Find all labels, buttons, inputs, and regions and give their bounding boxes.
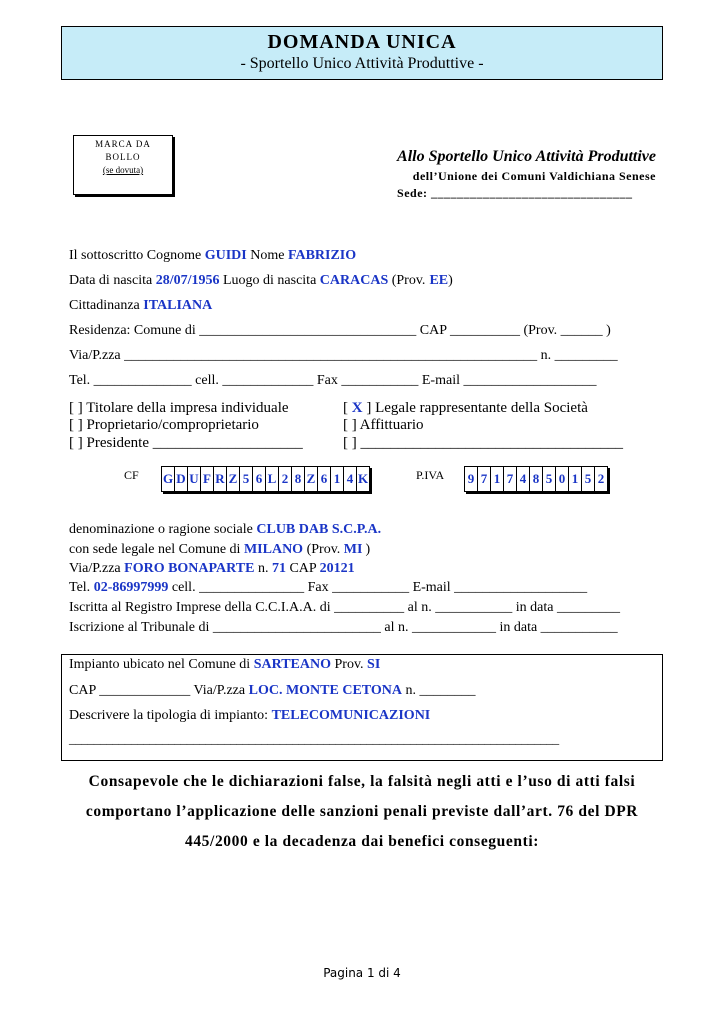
piva-char-box[interactable]: 5 (582, 467, 595, 491)
cf-char-box[interactable]: 6 (318, 467, 331, 491)
sede-prov-value[interactable]: MI (343, 542, 363, 557)
denominazione-line: denominazione o ragione sociale CLUB DAB S.C.P.A. (69, 522, 382, 537)
cittadinanza-line: Cittadinanza ITALIANA (69, 298, 213, 313)
cf-char-box[interactable]: G (162, 467, 175, 491)
impianto-tipo-line: Descrivere la tipologia di impianto: TELECOMUNICAZIONI (69, 708, 431, 723)
document-subtitle: - Sportello Unico Attività Produttive - (240, 55, 484, 72)
impianto-comune-line: Impianto ubicato nel Comune di SARTEANO Prov. SI (69, 657, 381, 672)
role-affittuario[interactable]: [ ] Affittuario (343, 417, 424, 433)
impianto-via-line (69, 683, 475, 699)
data-nascita-value[interactable]: 28/07/1956 (155, 273, 220, 288)
cf-char-box[interactable]: U (188, 467, 201, 491)
cognome-nome-line: Il sottoscritto Cognome GUIDI Nome FABRIZIO (69, 248, 357, 263)
piva-char-box[interactable]: 0 (556, 467, 569, 491)
piva-boxes[interactable] (464, 466, 608, 492)
piva-char-box[interactable]: 9 (465, 467, 478, 491)
impianto-box (61, 654, 663, 761)
document-title: DOMANDA UNICA (267, 31, 457, 53)
sede-comune-value[interactable]: MILANO (243, 542, 304, 557)
impianto-description-line[interactable]: _______________________________________________________________________________ (69, 731, 559, 746)
role-proprietario[interactable]: [ ] Proprietario/comproprietario (69, 417, 259, 433)
piva-char-box[interactable]: 1 (491, 467, 504, 491)
role-presidente[interactable]: [ ] Presidente ____________________ (69, 435, 303, 451)
cf-char-box[interactable]: D (175, 467, 188, 491)
cf-char-box[interactable]: F (201, 467, 214, 491)
sede-via-value[interactable]: FORO BONAPARTE (124, 561, 255, 576)
cittadinanza-value[interactable]: ITALIANA (143, 298, 213, 313)
marca-da-bollo-box (73, 135, 173, 195)
piva-char-box[interactable]: 4 (517, 467, 530, 491)
luogo-nascita-value[interactable]: CARACAS (319, 273, 389, 288)
cf-char-box[interactable]: 6 (253, 467, 266, 491)
recipient-union: dell’Unione dei Comuni Valdichiana Senese (412, 169, 656, 183)
cf-boxes[interactable] (161, 466, 370, 492)
nome-value[interactable]: FABRIZIO (287, 248, 357, 263)
impianto-via-value[interactable]: LOC. MONTE CETONA (248, 683, 402, 698)
denominazione-value[interactable]: CLUB DAB S.C.P.A. (256, 522, 382, 537)
impianto-tipo-value[interactable]: TELECOMUNICAZIONI (271, 708, 431, 723)
piva-char-box[interactable]: 7 (478, 467, 491, 491)
impianto-prov-value[interactable]: SI (367, 657, 381, 672)
piva-label: P.IVA (416, 468, 445, 482)
marca-line3: (se dovuta) (102, 165, 144, 175)
residenza-line[interactable]: Residenza: Comune di _______________________________ CAP __________ (Prov. ______ ) (69, 323, 611, 338)
piva-char-box[interactable]: 2 (597, 471, 605, 486)
cf-char-box[interactable]: 4 (344, 467, 357, 491)
warning-line-2: comportano l’applicazione delle sanzioni penali previste dall’art. 76 del DPR (85, 803, 639, 820)
cf-char-box[interactable]: K (357, 471, 369, 486)
piva-char-box[interactable]: 8 (530, 467, 543, 491)
marca-line2: BOLLO (105, 152, 141, 162)
marca-line1: MARCA DA (95, 139, 151, 149)
via-line[interactable]: Via/P.zza ___________________________________________________________ n. _________ (69, 348, 618, 363)
legale-checked-mark: X (351, 400, 363, 416)
role-legale-rappresentante[interactable]: [ X ] Legale rappresentante della Società (343, 400, 588, 416)
company-contacts-rest[interactable]: cell. _______________ Fax ___________ E-mail ___________________ (171, 580, 588, 595)
impianto-cap-field[interactable]: CAP _____________ Via/P.zza (69, 683, 246, 698)
company-tel-value[interactable]: 02-86997999 (93, 580, 169, 595)
registro-imprese-line[interactable]: Iscritta al Registro Imprese della C.C.I.A.A. di __________ al n. ___________ in data _________ (69, 600, 620, 615)
title-box (61, 26, 663, 80)
recipient-title: Allo Sportello Unico Attività Produttive (397, 148, 656, 165)
cf-char-box[interactable]: R (214, 467, 227, 491)
warning-line-3: 445/2000 e la decadenza dai benefici conseguenti: (184, 833, 539, 850)
recipient-sede: Sede: _______________________________ (397, 186, 633, 200)
page-number: Pagina 1 di 4 (323, 966, 401, 980)
role-titolare[interactable]: [ ] Titolare della impresa individuale (69, 400, 289, 416)
sede-via-line: Via/P.zza FORO BONAPARTE n. 71 CAP 20121 (69, 561, 355, 576)
cognome-value[interactable]: GUIDI (204, 248, 247, 263)
cf-char-box[interactable]: L (266, 467, 279, 491)
nascita-line: Data di nascita 28/07/1956 Luogo di nascita CARACAS (Prov. EE) (69, 273, 453, 288)
cf-char-box[interactable]: 8 (292, 467, 305, 491)
cf-char-box[interactable]: 1 (331, 467, 344, 491)
cf-label: CF (124, 468, 139, 482)
impianto-numero-field[interactable]: n. ________ (405, 683, 476, 698)
cf-char-box[interactable]: 5 (240, 467, 253, 491)
piva-char-box[interactable]: 7 (504, 467, 517, 491)
sede-legale-line: con sede legale nel Comune di MILANO (Prov. MI ) (69, 542, 371, 557)
prov-nascita-value[interactable]: EE (429, 273, 449, 288)
cf-char-box[interactable]: Z (305, 467, 318, 491)
recipient-block (397, 148, 656, 201)
role-altro[interactable]: [ ] ___________________________________ (343, 435, 623, 451)
piva-char-box[interactable]: 1 (569, 467, 582, 491)
cf-char-box[interactable]: Z (227, 467, 240, 491)
tel-line[interactable]: Tel. ______________ cell. _____________ Fax ___________ E-mail ___________________ (69, 373, 597, 388)
warning-line-1: Consapevole che le dichiarazioni false, la falsità negli atti e l’uso di atti falsi (88, 773, 636, 790)
company-tel-line: Tel. 02-86997999 cell. _______________ Fax ___________ E-mail ___________________ (69, 580, 588, 595)
cf-char-box[interactable]: 2 (279, 467, 292, 491)
impianto-comune-value[interactable]: SARTEANO (253, 657, 331, 672)
piva-char-box[interactable]: 5 (543, 467, 556, 491)
tribunale-line[interactable]: Iscrizione al Tribunale di ________________________ al n. ____________ in data ___________ (69, 620, 618, 635)
sede-cap-value[interactable]: 20121 (319, 561, 355, 576)
sede-numero-value[interactable]: 71 (271, 561, 286, 576)
